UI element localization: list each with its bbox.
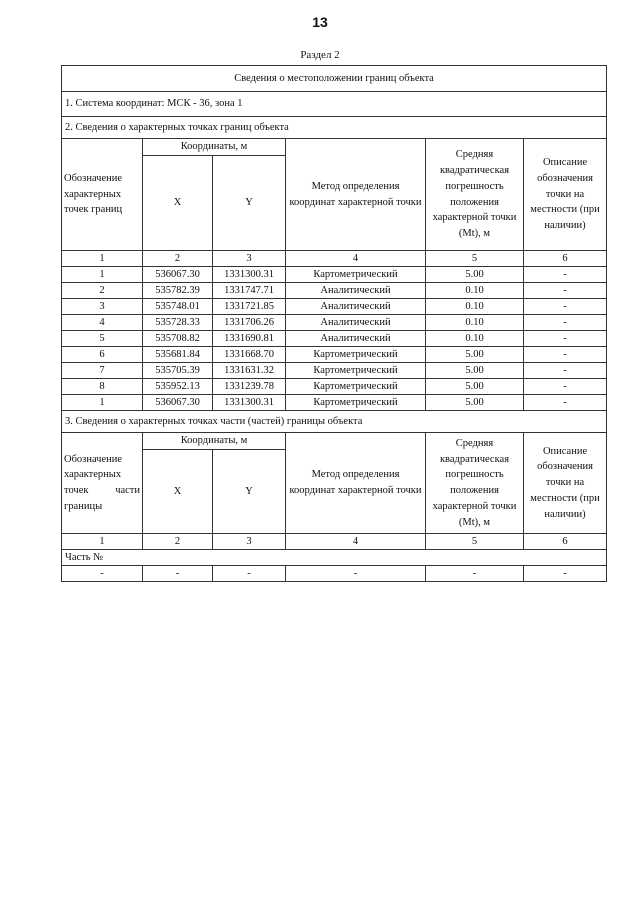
header-y: Y — [213, 156, 286, 251]
point-y: - — [213, 566, 286, 582]
point-error: 5.00 — [426, 379, 524, 395]
point-description: - — [524, 267, 607, 283]
boundary-table-body — [62, 66, 607, 582]
point-y: 1331300.31 — [213, 267, 286, 283]
point-x: 535952.13 — [143, 379, 213, 395]
column-number: 1 — [62, 534, 143, 550]
part-header-designation: Обозначение характерных точек части границы — [62, 433, 143, 534]
point-number: 3 — [62, 299, 143, 315]
column-number: 3 — [213, 534, 286, 550]
point-x: 535748.01 — [143, 299, 213, 315]
point-x: 536067.30 — [143, 267, 213, 283]
point-row — [62, 283, 607, 299]
column-number: 1 — [62, 251, 143, 267]
part-header-x: X — [143, 450, 213, 534]
point-error: 0.10 — [426, 331, 524, 347]
point-row — [62, 347, 607, 363]
point-y: 1331706.26 — [213, 315, 286, 331]
point-row — [62, 395, 607, 411]
point-x: 535705.39 — [143, 363, 213, 379]
section2-title: 2. Сведения о характерных точках границ объекта — [62, 117, 607, 139]
point-error: 5.00 — [426, 395, 524, 411]
point-number: - — [62, 566, 143, 582]
header-coordinates: Координаты, м — [143, 139, 286, 156]
part-point-row — [62, 566, 607, 582]
part-header-description: Описание обозначения точки на местности (при наличии) — [524, 433, 607, 534]
header-error: Средняя квадратическая погрешность положения характерной точки (Mt), м — [426, 139, 524, 251]
header-x: X — [143, 156, 213, 251]
point-x: 535708.82 — [143, 331, 213, 347]
point-method: - — [286, 566, 426, 582]
point-number: 2 — [62, 283, 143, 299]
section-label: Раздел 2 — [300, 49, 340, 61]
point-error: 0.10 — [426, 299, 524, 315]
column-number: 5 — [426, 534, 524, 550]
part-column-numbers-row — [62, 534, 607, 550]
column-number: 2 — [143, 251, 213, 267]
point-error: 5.00 — [426, 363, 524, 379]
part-header-method: Метод определения координат характерной точки — [286, 433, 426, 534]
point-number: 4 — [62, 315, 143, 331]
point-y: 1331631.32 — [213, 363, 286, 379]
point-method: Аналитический — [286, 299, 426, 315]
point-x: 535728.33 — [143, 315, 213, 331]
point-row — [62, 331, 607, 347]
point-method: Аналитический — [286, 283, 426, 299]
point-x: 535782.39 — [143, 283, 213, 299]
point-method: Картометрический — [286, 379, 426, 395]
section3-title-row — [62, 411, 607, 433]
point-row — [62, 315, 607, 331]
column-number: 2 — [143, 534, 213, 550]
point-description: - — [524, 379, 607, 395]
column-number: 3 — [213, 251, 286, 267]
point-description: - — [524, 566, 607, 582]
point-number: 5 — [62, 331, 143, 347]
header-description: Описание обозначения точки на местности (при наличии) — [524, 139, 607, 251]
header-method: Метод определения координат характерной точки — [286, 139, 426, 251]
part-header-row — [62, 433, 607, 450]
point-y: 1331300.31 — [213, 395, 286, 411]
part-label-row — [62, 550, 607, 566]
point-x: 535681.84 — [143, 347, 213, 363]
section3-title: 3. Сведения о характерных точках части (частей) границы объекта — [62, 411, 607, 433]
point-number: 1 — [62, 395, 143, 411]
point-row — [62, 363, 607, 379]
header-row — [62, 139, 607, 156]
point-y: 1331239.78 — [213, 379, 286, 395]
point-error: 5.00 — [426, 347, 524, 363]
coord-system-row — [62, 92, 607, 117]
header-designation: Обозначение характерных точек границ — [62, 139, 143, 251]
column-numbers-row — [62, 251, 607, 267]
point-description: - — [524, 331, 607, 347]
column-number: 5 — [426, 251, 524, 267]
page-number: 13 — [312, 14, 328, 30]
point-method: Картометрический — [286, 267, 426, 283]
point-description: - — [524, 347, 607, 363]
part-header-y: Y — [213, 450, 286, 534]
part-label: Часть № — [62, 550, 607, 566]
point-number: 7 — [62, 363, 143, 379]
point-y: 1331721.85 — [213, 299, 286, 315]
point-method: Картометрический — [286, 363, 426, 379]
point-error: 0.10 — [426, 283, 524, 299]
table-title: Сведения о местоположении границ объекта — [62, 66, 607, 92]
column-number: 6 — [524, 534, 607, 550]
point-row — [62, 379, 607, 395]
table-title-row — [62, 66, 607, 92]
point-method: Аналитический — [286, 315, 426, 331]
boundary-table — [61, 65, 607, 582]
point-description: - — [524, 395, 607, 411]
point-y: 1331690.81 — [213, 331, 286, 347]
point-error: 5.00 — [426, 267, 524, 283]
point-number: 6 — [62, 347, 143, 363]
point-description: - — [524, 315, 607, 331]
point-description: - — [524, 283, 607, 299]
part-header-error: Средняя квадратическая погрешность положения характерной точки (Mt), м — [426, 433, 524, 534]
point-description: - — [524, 363, 607, 379]
part-header-coordinates: Координаты, м — [143, 433, 286, 450]
coord-system-text: 1. Система координат: МСК - 36, зона 1 — [62, 92, 607, 117]
section2-title-row — [62, 117, 607, 139]
point-number: 1 — [62, 267, 143, 283]
point-row — [62, 299, 607, 315]
column-number: 6 — [524, 251, 607, 267]
point-error: - — [426, 566, 524, 582]
point-method: Картометрический — [286, 395, 426, 411]
point-method: Картометрический — [286, 347, 426, 363]
point-y: 1331668.70 — [213, 347, 286, 363]
point-row — [62, 267, 607, 283]
point-error: 0.10 — [426, 315, 524, 331]
point-x: - — [143, 566, 213, 582]
column-number: 4 — [286, 534, 426, 550]
point-description: - — [524, 299, 607, 315]
point-x: 536067.30 — [143, 395, 213, 411]
point-y: 1331747.71 — [213, 283, 286, 299]
column-number: 4 — [286, 251, 426, 267]
point-number: 8 — [62, 379, 143, 395]
point-method: Аналитический — [286, 331, 426, 347]
